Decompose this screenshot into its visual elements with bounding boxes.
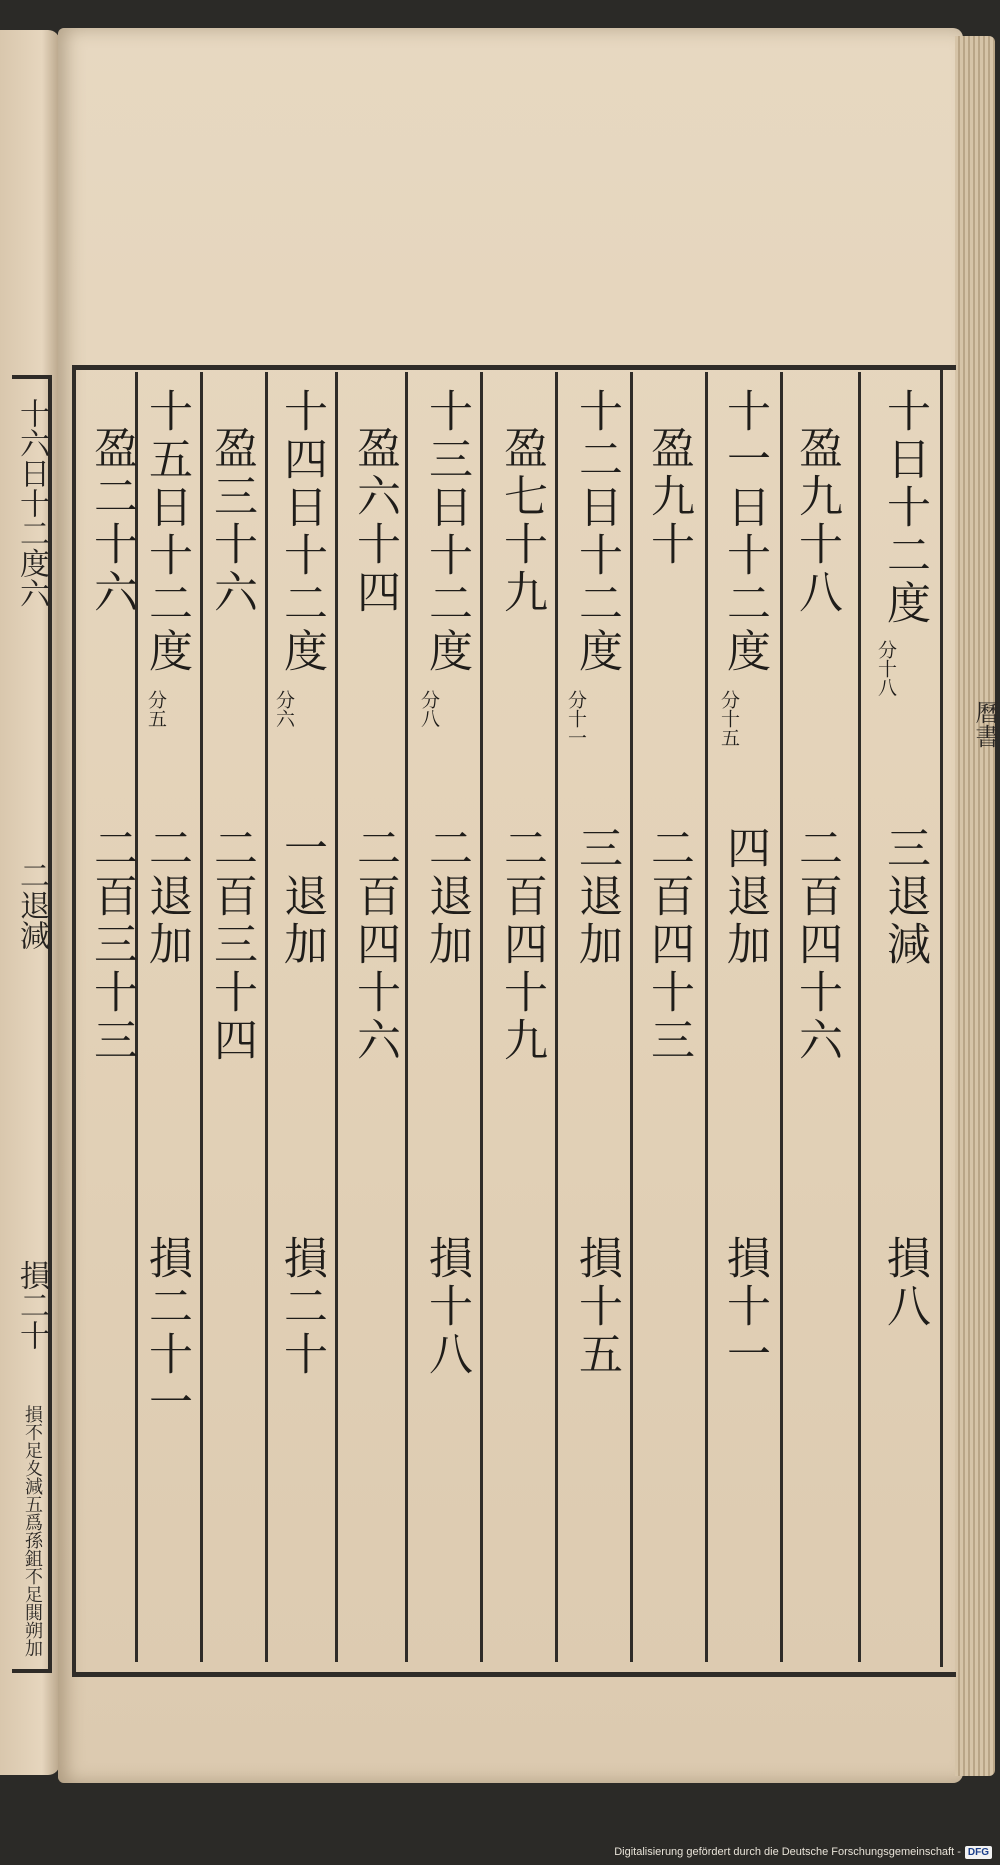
column-rule: [858, 372, 861, 1662]
sun-value: 損二十: [276, 1235, 327, 1379]
tui-value: 二退加: [141, 825, 192, 969]
column-rule: [335, 372, 338, 1662]
sun-value: 損十八: [421, 1235, 472, 1379]
column-rule: [405, 372, 408, 1662]
tui-value: 四退加: [719, 825, 770, 969]
dfg-logo: DFG: [965, 1846, 992, 1859]
tui-value: 三退加: [571, 825, 622, 969]
day-heading: 十四日十二度: [276, 388, 327, 676]
day-heading: 十一日十二度: [719, 388, 770, 676]
left-page-column: 十六日十二度六: [14, 398, 49, 608]
left-page-column: 二退減: [14, 860, 49, 950]
ying-value: 盈七十九: [496, 425, 547, 617]
degree-fraction-note: 分十八: [875, 640, 897, 697]
page-edges: [955, 36, 995, 1776]
count-value: 二百四十九: [496, 825, 547, 1065]
digitization-credit: [614, 1843, 992, 1861]
ying-value: 盈九十: [643, 425, 694, 569]
degree-fraction-note: 分十五: [718, 690, 740, 747]
sun-value: 損八: [879, 1235, 930, 1331]
ying-value: 盈三十六: [206, 425, 257, 617]
tui-value: 三退減: [879, 825, 930, 969]
count-value: 二百四十六: [349, 825, 400, 1065]
day-heading: 十日十二度: [879, 388, 930, 628]
count-value: 二百四十六: [791, 825, 842, 1065]
tui-value: 一退加: [276, 825, 327, 969]
left-page-note: 損不足夊減五爲孫鉏不足閧朔加: [22, 1405, 43, 1657]
tui-value: 二退加: [421, 825, 472, 969]
ying-value: 盈九十八: [791, 425, 842, 617]
count-value: 二百三十三: [86, 825, 137, 1065]
day-heading: 十三日十二度: [421, 388, 472, 676]
column-rule: [705, 372, 708, 1662]
ying-value: 盈二十六: [86, 425, 137, 617]
day-heading: 十五日十二度: [141, 388, 192, 676]
left-page: [0, 30, 60, 1775]
left-page-column: 損二十: [14, 1260, 49, 1350]
page-edge-label: 曆書: [971, 700, 999, 748]
column-rule: [555, 372, 558, 1662]
column-rule: [265, 372, 268, 1662]
degree-fraction-note: 分十一: [565, 690, 587, 747]
count-value: 二百四十三: [643, 825, 694, 1065]
column-rule: [630, 372, 633, 1662]
sun-value: 損十一: [719, 1235, 770, 1379]
degree-fraction-note: 分八: [418, 690, 440, 728]
column-rule: [780, 372, 783, 1662]
credit-text: Digitalisierung gefördert durch die Deutsche Forschungsgemeinschaft -: [614, 1846, 961, 1858]
column-rule: [480, 372, 483, 1662]
table-frame-right: [940, 370, 943, 1667]
sun-value: 損十五: [571, 1235, 622, 1379]
day-heading: 十二日十二度: [571, 388, 622, 676]
count-value: 二百三十四: [206, 825, 257, 1065]
degree-fraction-note: 分六: [273, 690, 295, 728]
ying-value: 盈六十四: [349, 425, 400, 617]
sun-value: 損二十一: [141, 1235, 192, 1427]
column-rule: [200, 372, 203, 1662]
degree-fraction-note: 分五: [145, 690, 167, 728]
